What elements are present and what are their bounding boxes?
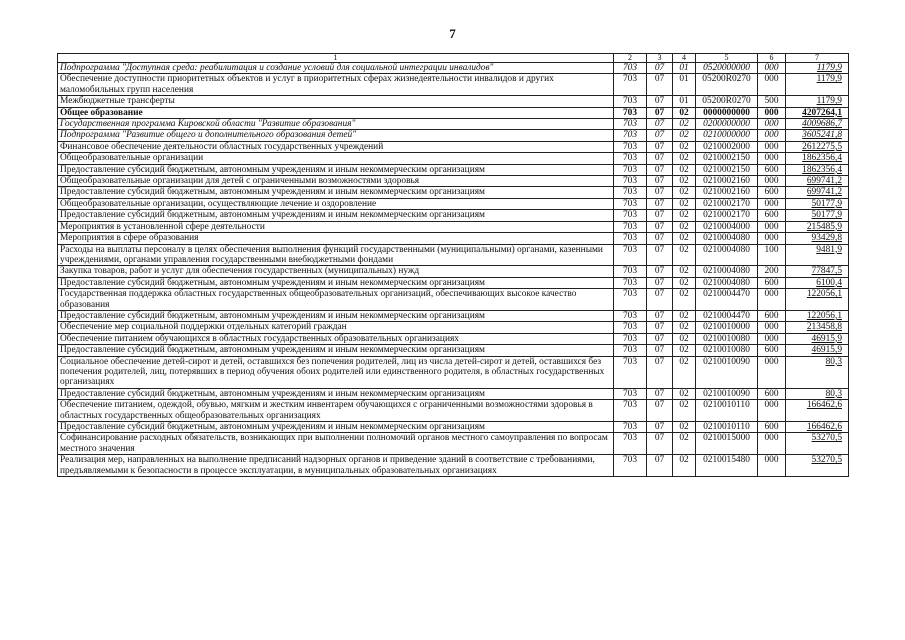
row-section-code: 07 bbox=[647, 277, 673, 288]
row-target-code: 05200R0270 bbox=[696, 74, 758, 96]
row-target-code: 0210015000 bbox=[696, 433, 758, 455]
row-amount: 9481,9 bbox=[786, 244, 849, 266]
row-expense-type-code: 000 bbox=[758, 119, 786, 130]
row-name: Предоставление субсидий бюджетным, автономным учреждениям и иным некоммерческим организациям bbox=[58, 310, 614, 321]
row-ved-code: 703 bbox=[614, 333, 647, 344]
row-name: Обеспечение доступности приоритетных объектов и услуг в приоритетных сферах жизнедеятельности инвалидов и других маломобильных групп населения bbox=[58, 74, 614, 96]
row-subsection-code: 02 bbox=[673, 266, 696, 277]
table-row bbox=[58, 96, 849, 107]
row-subsection-code: 02 bbox=[673, 455, 696, 477]
row-subsection-code: 02 bbox=[673, 141, 696, 152]
row-subsection-code: 02 bbox=[673, 388, 696, 399]
row-expense-type-code: 600 bbox=[758, 164, 786, 175]
table-row bbox=[58, 266, 849, 277]
row-expense-type-code: 600 bbox=[758, 422, 786, 433]
row-ved-code: 703 bbox=[614, 388, 647, 399]
row-section-code: 07 bbox=[647, 176, 673, 187]
table-row bbox=[58, 356, 849, 388]
row-subsection-code: 02 bbox=[673, 433, 696, 455]
row-amount: 122056,1 bbox=[786, 289, 849, 311]
row-subsection-code: 02 bbox=[673, 289, 696, 311]
table-row bbox=[58, 164, 849, 175]
row-target-code: 0210004080 bbox=[696, 233, 758, 244]
row-subsection-code: 02 bbox=[673, 400, 696, 422]
row-target-code: 0210010080 bbox=[696, 333, 758, 344]
row-name: Предоставление субсидий бюджетным, автономным учреждениям и иным некоммерческим организациям bbox=[58, 187, 614, 198]
row-expense-type-code: 600 bbox=[758, 310, 786, 321]
row-subsection-code: 02 bbox=[673, 322, 696, 333]
row-target-code: 0210004000 bbox=[696, 221, 758, 232]
table-row bbox=[58, 289, 849, 311]
row-amount: 699741,2 bbox=[786, 187, 849, 198]
header-cell: 4 bbox=[673, 54, 696, 63]
row-ved-code: 703 bbox=[614, 153, 647, 164]
row-target-code: 0210000000 bbox=[696, 130, 758, 141]
row-ved-code: 703 bbox=[614, 289, 647, 311]
row-target-code: 0210010090 bbox=[696, 388, 758, 399]
row-ved-code: 703 bbox=[614, 244, 647, 266]
row-ved-code: 703 bbox=[614, 233, 647, 244]
row-section-code: 07 bbox=[647, 310, 673, 321]
row-expense-type-code: 600 bbox=[758, 187, 786, 198]
header-cell: 2 bbox=[614, 54, 647, 63]
row-section-code: 07 bbox=[647, 333, 673, 344]
row-ved-code: 703 bbox=[614, 345, 647, 356]
row-section-code: 07 bbox=[647, 63, 673, 74]
row-target-code: 0210004080 bbox=[696, 244, 758, 266]
row-target-code: 05200R0270 bbox=[696, 96, 758, 107]
row-name: Мероприятия в установленной сфере деятельности bbox=[58, 221, 614, 232]
row-amount: 46915,9 bbox=[786, 345, 849, 356]
row-subsection-code: 01 bbox=[673, 74, 696, 96]
row-amount: 1862356,4 bbox=[786, 164, 849, 175]
row-section-code: 07 bbox=[647, 74, 673, 96]
row-ved-code: 703 bbox=[614, 107, 647, 118]
row-target-code: 0210002170 bbox=[696, 198, 758, 209]
row-amount: 50177,9 bbox=[786, 198, 849, 209]
row-subsection-code: 02 bbox=[673, 221, 696, 232]
row-name: Предоставление субсидий бюджетным, автономным учреждениям и иным некоммерческим организациям bbox=[58, 388, 614, 399]
row-name: Предоставление субсидий бюджетным, автономным учреждениям и иным некоммерческим организациям bbox=[58, 164, 614, 175]
row-ved-code: 703 bbox=[614, 96, 647, 107]
row-ved-code: 703 bbox=[614, 356, 647, 388]
row-target-code: 0210010110 bbox=[696, 422, 758, 433]
row-ved-code: 703 bbox=[614, 198, 647, 209]
row-ved-code: 703 bbox=[614, 164, 647, 175]
row-target-code: 0210004080 bbox=[696, 266, 758, 277]
row-section-code: 07 bbox=[647, 289, 673, 311]
row-name: Государственная программа Кировской области "Развитие образования" bbox=[58, 119, 614, 130]
row-section-code: 07 bbox=[647, 210, 673, 221]
row-target-code: 0210004080 bbox=[696, 277, 758, 288]
row-target-code: 0210010000 bbox=[696, 322, 758, 333]
row-target-code: 0210002170 bbox=[696, 210, 758, 221]
row-expense-type-code: 000 bbox=[758, 153, 786, 164]
table-row bbox=[58, 119, 849, 130]
row-ved-code: 703 bbox=[614, 141, 647, 152]
row-amount: 6100,4 bbox=[786, 277, 849, 288]
row-expense-type-code: 000 bbox=[758, 107, 786, 118]
row-ved-code: 703 bbox=[614, 422, 647, 433]
row-subsection-code: 02 bbox=[673, 233, 696, 244]
row-target-code: 0210002160 bbox=[696, 176, 758, 187]
row-amount: 4009686,7 bbox=[786, 119, 849, 130]
row-name: Социальное обеспечение детей-сирот и детей, оставшихся без попечения родителей, лиц из числа детей-сирот и детей, оставшихся без попечения родителей, лиц, потерявших в период обучения обоих родителей или единственного родителя, в областных государственных организациях bbox=[58, 356, 614, 388]
row-amount: 53270,5 bbox=[786, 455, 849, 477]
row-target-code: 0210010090 bbox=[696, 356, 758, 388]
table-row bbox=[58, 130, 849, 141]
row-target-code: 0210015480 bbox=[696, 455, 758, 477]
table-row bbox=[58, 210, 849, 221]
row-section-code: 07 bbox=[647, 164, 673, 175]
row-section-code: 07 bbox=[647, 130, 673, 141]
row-amount: 80,3 bbox=[786, 356, 849, 388]
budget-table bbox=[57, 53, 849, 477]
row-amount: 93429,8 bbox=[786, 233, 849, 244]
row-section-code: 07 bbox=[647, 187, 673, 198]
table-row bbox=[58, 277, 849, 288]
table-row bbox=[58, 176, 849, 187]
row-ved-code: 703 bbox=[614, 176, 647, 187]
row-section-code: 07 bbox=[647, 356, 673, 388]
page-number: 7 bbox=[449, 26, 456, 41]
table-row bbox=[58, 433, 849, 455]
row-expense-type-code: 000 bbox=[758, 233, 786, 244]
row-name: Общее образование bbox=[58, 107, 614, 118]
row-section-code: 07 bbox=[647, 266, 673, 277]
row-name: Обеспечение мер социальной поддержки отдельных категорий граждан bbox=[58, 322, 614, 333]
row-target-code: 0210002160 bbox=[696, 187, 758, 198]
row-amount: 213458,8 bbox=[786, 322, 849, 333]
row-section-code: 07 bbox=[647, 96, 673, 107]
table-row bbox=[58, 400, 849, 422]
row-name: Общеобразовательные организации bbox=[58, 153, 614, 164]
header-cell: 6 bbox=[758, 54, 786, 63]
table-row bbox=[58, 187, 849, 198]
row-subsection-code: 02 bbox=[673, 422, 696, 433]
header-cell: 1 bbox=[58, 54, 614, 63]
row-expense-type-code: 600 bbox=[758, 277, 786, 288]
row-subsection-code: 02 bbox=[673, 176, 696, 187]
row-expense-type-code: 000 bbox=[758, 141, 786, 152]
row-target-code: 0210002150 bbox=[696, 164, 758, 175]
row-subsection-code: 02 bbox=[673, 333, 696, 344]
table-row bbox=[58, 422, 849, 433]
row-name: Подпрограмма "Доступная среда: реабилитация и создание условий для социальной интеграции инвалидов" bbox=[58, 63, 614, 74]
row-name: Реализация мер, направленных на выполнение предписаний надзорных органов и приведение зданий в соответствие с требованиями, предъявляемыми к безопасности в процессе эксплуатации, в муниципальных образовательных организациях bbox=[58, 455, 614, 477]
row-name: Общеобразовательные организации, осуществляющие лечение и оздоровление bbox=[58, 198, 614, 209]
row-ved-code: 703 bbox=[614, 400, 647, 422]
row-expense-type-code: 000 bbox=[758, 198, 786, 209]
row-expense-type-code: 600 bbox=[758, 345, 786, 356]
row-ved-code: 703 bbox=[614, 210, 647, 221]
row-amount: 77847,5 bbox=[786, 266, 849, 277]
row-expense-type-code: 000 bbox=[758, 356, 786, 388]
row-subsection-code: 02 bbox=[673, 310, 696, 321]
table-row bbox=[58, 345, 849, 356]
row-section-code: 07 bbox=[647, 221, 673, 232]
header-cell: 3 bbox=[647, 54, 673, 63]
row-target-code: 0210004470 bbox=[696, 310, 758, 321]
row-subsection-code: 01 bbox=[673, 63, 696, 74]
row-amount: 80,3 bbox=[786, 388, 849, 399]
table-header-row bbox=[58, 54, 849, 63]
row-section-code: 07 bbox=[647, 345, 673, 356]
table-row bbox=[58, 233, 849, 244]
row-section-code: 07 bbox=[647, 153, 673, 164]
table-row bbox=[58, 455, 849, 477]
row-ved-code: 703 bbox=[614, 187, 647, 198]
row-amount: 1179,9 bbox=[786, 74, 849, 96]
row-name: Финансовое обеспечение деятельности областных государственных учреждений bbox=[58, 141, 614, 152]
row-amount: 1862356,4 bbox=[786, 153, 849, 164]
row-amount: 2612275,5 bbox=[786, 141, 849, 152]
row-name: Предоставление субсидий бюджетным, автономным учреждениям и иным некоммерческим организациям bbox=[58, 210, 614, 221]
row-ved-code: 703 bbox=[614, 266, 647, 277]
row-expense-type-code: 600 bbox=[758, 210, 786, 221]
row-ved-code: 703 bbox=[614, 119, 647, 130]
row-section-code: 07 bbox=[647, 400, 673, 422]
row-section-code: 07 bbox=[647, 119, 673, 130]
row-name: Предоставление субсидий бюджетным, автономным учреждениям и иным некоммерческим организациям bbox=[58, 345, 614, 356]
row-amount: 4207264,1 bbox=[786, 107, 849, 118]
row-amount: 699741,2 bbox=[786, 176, 849, 187]
row-subsection-code: 02 bbox=[673, 244, 696, 266]
header-cell: 7 bbox=[786, 54, 849, 63]
row-expense-type-code: 600 bbox=[758, 388, 786, 399]
row-section-code: 07 bbox=[647, 422, 673, 433]
row-section-code: 07 bbox=[647, 141, 673, 152]
row-expense-type-code: 000 bbox=[758, 221, 786, 232]
row-target-code: 0210002000 bbox=[696, 141, 758, 152]
row-expense-type-code: 000 bbox=[758, 63, 786, 74]
row-subsection-code: 01 bbox=[673, 96, 696, 107]
row-name: Закупка товаров, работ и услуг для обеспечения государственных (муниципальных) нужд bbox=[58, 266, 614, 277]
table-row bbox=[58, 74, 849, 96]
row-section-code: 07 bbox=[647, 233, 673, 244]
row-target-code: 0210010110 bbox=[696, 400, 758, 422]
row-subsection-code: 02 bbox=[673, 164, 696, 175]
row-subsection-code: 02 bbox=[673, 345, 696, 356]
row-name: Предоставление субсидий бюджетным, автономным учреждениям и иным некоммерческим организациям bbox=[58, 422, 614, 433]
row-ved-code: 703 bbox=[614, 130, 647, 141]
header-cell: 5 bbox=[696, 54, 758, 63]
table-row bbox=[58, 221, 849, 232]
row-expense-type-code: 000 bbox=[758, 333, 786, 344]
row-name: Государственная поддержка областных государственных общеобразовательных организаций, обеспечивающих высокое качество образования bbox=[58, 289, 614, 311]
row-section-code: 07 bbox=[647, 198, 673, 209]
row-ved-code: 703 bbox=[614, 277, 647, 288]
row-name: Межбюджетные трансферты bbox=[58, 96, 614, 107]
row-ved-code: 703 bbox=[614, 63, 647, 74]
row-target-code: 0210002150 bbox=[696, 153, 758, 164]
row-name: Обеспечение питанием обучающихся в областных государственных образовательных организациях bbox=[58, 333, 614, 344]
row-name: Расходы на выплаты персоналу в целях обеспечения выполнения функций государственными (муниципальными) органами, казенными учреждениями, органами управления государственными внебюджетными фондами bbox=[58, 244, 614, 266]
row-expense-type-code: 100 bbox=[758, 244, 786, 266]
row-amount: 1179,9 bbox=[786, 96, 849, 107]
row-expense-type-code: 000 bbox=[758, 455, 786, 477]
row-section-code: 07 bbox=[647, 455, 673, 477]
row-subsection-code: 02 bbox=[673, 356, 696, 388]
table-row bbox=[58, 333, 849, 344]
row-amount: 3605241,8 bbox=[786, 130, 849, 141]
table-row bbox=[58, 141, 849, 152]
row-subsection-code: 02 bbox=[673, 153, 696, 164]
row-section-code: 07 bbox=[647, 244, 673, 266]
row-ved-code: 703 bbox=[614, 322, 647, 333]
row-expense-type-code: 000 bbox=[758, 433, 786, 455]
row-amount: 166462,6 bbox=[786, 422, 849, 433]
row-amount: 46915,9 bbox=[786, 333, 849, 344]
row-target-code: 0520000000 bbox=[696, 63, 758, 74]
row-amount: 166462,6 bbox=[786, 400, 849, 422]
row-target-code: 0210010080 bbox=[696, 345, 758, 356]
row-subsection-code: 02 bbox=[673, 210, 696, 221]
row-ved-code: 703 bbox=[614, 310, 647, 321]
row-target-code: 0000000000 bbox=[696, 107, 758, 118]
row-subsection-code: 02 bbox=[673, 119, 696, 130]
row-subsection-code: 02 bbox=[673, 107, 696, 118]
row-section-code: 07 bbox=[647, 322, 673, 333]
row-name: Подпрограмма "Развитие общего и дополнительного образования детей" bbox=[58, 130, 614, 141]
row-expense-type-code: 000 bbox=[758, 289, 786, 311]
row-subsection-code: 02 bbox=[673, 277, 696, 288]
row-subsection-code: 02 bbox=[673, 130, 696, 141]
row-amount: 53270,5 bbox=[786, 433, 849, 455]
row-target-code: 0200000000 bbox=[696, 119, 758, 130]
table-row bbox=[58, 310, 849, 321]
row-ved-code: 703 bbox=[614, 455, 647, 477]
row-expense-type-code: 500 bbox=[758, 96, 786, 107]
table-row bbox=[58, 153, 849, 164]
row-expense-type-code: 200 bbox=[758, 266, 786, 277]
row-name: Софинансирование расходных обязательств, возникающих при выполнении полномочий органов местного самоуправления по вопросам местного значения bbox=[58, 433, 614, 455]
table-row bbox=[58, 63, 849, 74]
row-subsection-code: 02 bbox=[673, 198, 696, 209]
table-row bbox=[58, 244, 849, 266]
row-section-code: 07 bbox=[647, 388, 673, 399]
table-row bbox=[58, 388, 849, 399]
row-expense-type-code: 000 bbox=[758, 400, 786, 422]
row-expense-type-code: 000 bbox=[758, 130, 786, 141]
row-name: Предоставление субсидий бюджетным, автономным учреждениям и иным некоммерческим организациям bbox=[58, 277, 614, 288]
row-ved-code: 703 bbox=[614, 221, 647, 232]
row-section-code: 07 bbox=[647, 107, 673, 118]
table-row bbox=[58, 198, 849, 209]
row-ved-code: 703 bbox=[614, 74, 647, 96]
row-amount: 1179,9 bbox=[786, 63, 849, 74]
row-expense-type-code: 000 bbox=[758, 176, 786, 187]
row-subsection-code: 02 bbox=[673, 187, 696, 198]
row-expense-type-code: 000 bbox=[758, 322, 786, 333]
row-name: Общеобразовательные организации для детей с ограниченными возможностями здоровья bbox=[58, 176, 614, 187]
row-amount: 50177,9 bbox=[786, 210, 849, 221]
row-ved-code: 703 bbox=[614, 433, 647, 455]
row-section-code: 07 bbox=[647, 433, 673, 455]
row-amount: 215485,9 bbox=[786, 221, 849, 232]
row-expense-type-code: 000 bbox=[758, 74, 786, 96]
row-amount: 122056,1 bbox=[786, 310, 849, 321]
row-name: Мероприятия в сфере образования bbox=[58, 233, 614, 244]
table-row bbox=[58, 322, 849, 333]
row-name: Обеспечение питанием, одеждой, обувью, мягким и жестким инвентарем обучающихся с ограниченными возможностями здоровья в областных государственных общеобразовательных организациях bbox=[58, 400, 614, 422]
row-target-code: 0210004470 bbox=[696, 289, 758, 311]
table-row bbox=[58, 107, 849, 118]
